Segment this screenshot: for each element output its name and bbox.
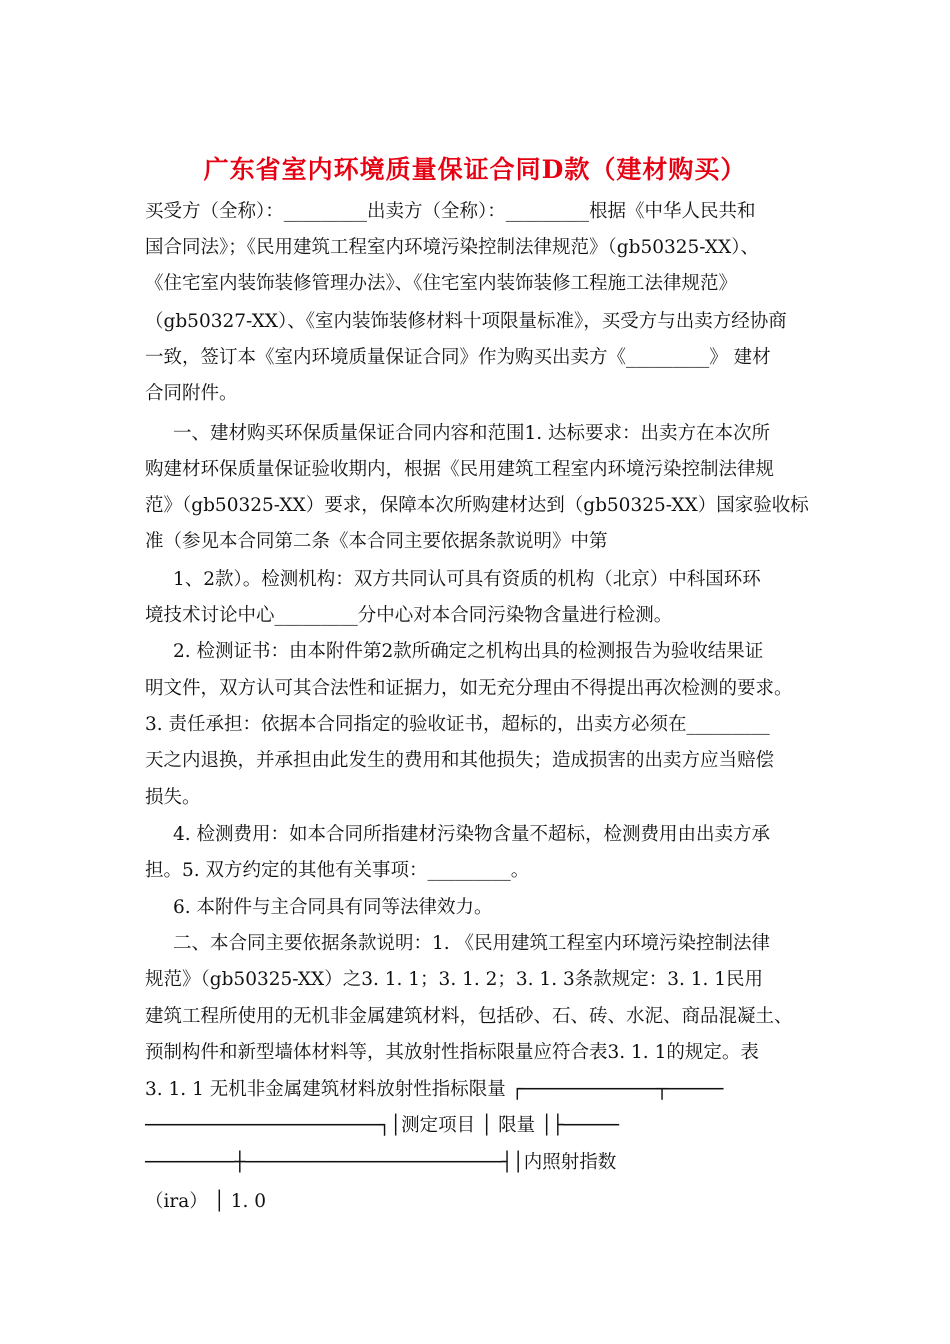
table-text-line: ─────────────────────┐│测定项目 │ 限量 │├───── [145,1115,619,1136]
document-title: 广东省室内环境质量保证合同D款（建材购买） [203,155,747,184]
paragraph-line: 一、建材购买环保质量保证合同内容和范围1. 达标要求：出卖方在本次所 [173,423,771,444]
paragraph-line: 二、本合同主要依据条款说明：1. 《民用建筑工程室内环境污染控制法律 [173,933,771,954]
paragraph-line: 境技术讨论中心_________分中心对本合同污染物含量进行检测。 [145,605,673,626]
table-text-line: ────────┼───────────────────────┤│内照射指数 [145,1152,617,1173]
paragraph-line: 3. 1. 1 无机非金属建筑材料放射性指标限量 ┌────────────┬───── [145,1079,724,1100]
paragraph-line: 合同附件。 [145,383,238,404]
paragraph-line: 3. 责任承担：依据本合同指定的验收证书，超标的，出卖方必须在_________ [145,714,770,735]
paragraph-line: 建筑工程所使用的无机非金属建筑材料，包括砂、石、砖、水泥、商品混凝土、 [145,1006,793,1027]
paragraph-line: 范》（gb50325-XX）要求，保障本次所购建材达到（gb50325-XX）国家验收标 [145,495,809,516]
paragraph-line: 明文件，双方认可其合法性和证据力，如无充分理由不得提出再次检测的要求。 [145,678,793,699]
paragraph-line: 2. 检测证书：由本附件第2款所确定之机构出具的检测报告为验收结果证 [173,641,764,662]
paragraph-line: 6. 本附件与主合同具有同等法律效力。 [173,897,493,918]
paragraph-line: 4. 检测费用：如本合同所指建材污染物含量不超标，检测费用由出卖方承 [173,824,771,845]
paragraph-line: 天之内退换，并承担由此发生的费用和其他损失；造成损害的出卖方应当赔偿 [145,750,775,771]
paragraph-line: 规范》（gb50325-XX）之3. 1. 1；3. 1. 2；3. 1. 3条款规定：3. 1. 1民用 [145,969,764,990]
paragraph-line: 《住宅室内装饰装修管理办法》、《住宅室内装饰装修工程施工法律规范》 [145,273,738,294]
paragraph-line: 担。5. 双方约定的其他有关事项：_________。 [145,860,530,881]
paragraph-line: 预制构件和新型墙体材料等，其放射性指标限量应符合表3. 1. 1的规定。表 [145,1042,759,1063]
paragraph-line: （gb50327-XX）、《室内装饰装修材料十项限量标准》，买受方与出卖方经协商 [145,311,787,332]
paragraph-line: 准（参见本合同第二条《本合同主要依据条款说明》中第 [145,531,608,552]
paragraph-line: 1、2款）。检测机构：双方共同认可具有资质的机构（北京）中科国环环 [173,569,761,590]
paragraph-line: 买受方（全称）：_________出卖方（全称）：_________根据《中华人民共和 [145,201,756,222]
paragraph-line: 一致，签订本《室内环境质量保证合同》作为购买出卖方《_________》 建材 [145,347,771,368]
paragraph-line: 损失。 [145,787,201,808]
table-text-line: （ira） │ 1. 0 [145,1191,266,1212]
paragraph-line: 国合同法》；《民用建筑工程室内环境污染控制法律规范》（gb50325-XX）、 [145,237,759,258]
paragraph-line: 购建材环保质量保证验收期内，根据《民用建筑工程室内环境污染控制法律规 [145,459,775,480]
